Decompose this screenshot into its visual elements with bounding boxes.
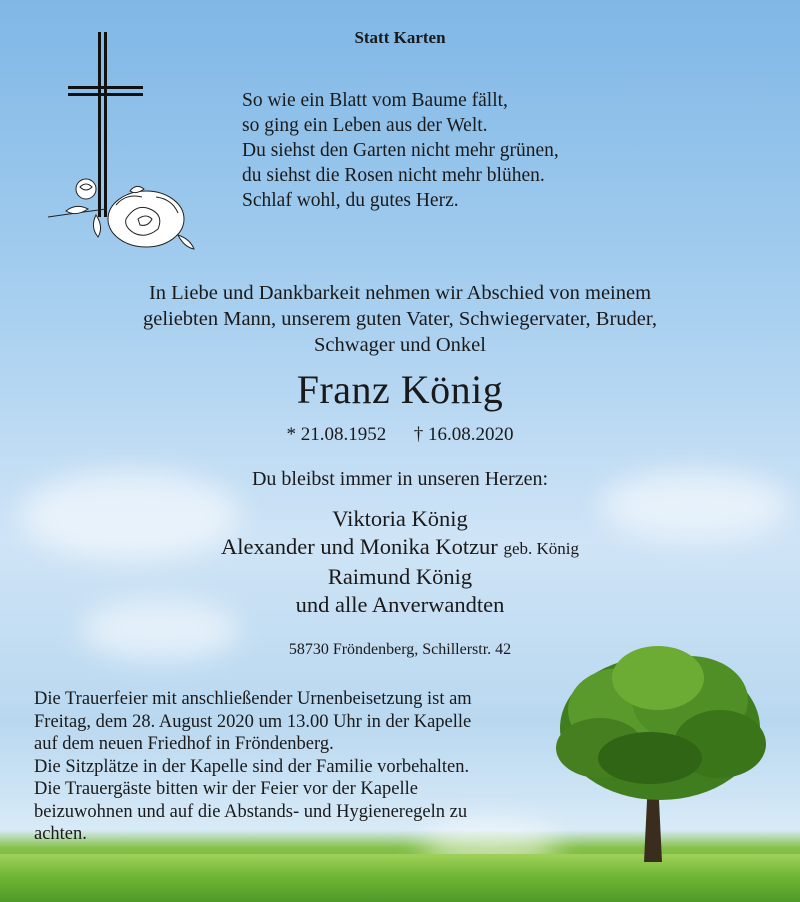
- rose-icon: [46, 175, 196, 255]
- ceremony-line: Die Sitzplätze in der Kapelle sind der Familie vorbehalten.: [34, 756, 470, 777]
- tree-image: [540, 640, 790, 865]
- deceased-name: Franz König: [296, 367, 504, 412]
- ceremony-line: auf dem neuen Friedhof in Fröndenberg.: [34, 734, 334, 754]
- ceremony-line: Die Trauergäste bitten wir der Feier vor der Kapelle: [34, 779, 418, 799]
- intro-line: In Liebe und Dankbarkeit nehmen wir Abschied von meinem: [148, 282, 652, 304]
- birth-date: * 21.08.1952: [286, 424, 387, 445]
- family-line: Raimund König: [327, 564, 473, 589]
- family-line: und alle Anverwandten: [295, 592, 505, 617]
- ceremony-info: [34, 688, 554, 846]
- intro-line: geliebten Mann, unserem guten Vater, Schwiegervater, Bruder,: [142, 308, 658, 330]
- poem-line: Du siehst den Garten nicht mehr grünen,: [242, 140, 559, 161]
- poem-line: Schlaf wohl, du gutes Herz.: [242, 190, 459, 211]
- intro-text: [0, 280, 800, 358]
- family-line: [0, 533, 800, 563]
- ceremony-line: Freitag, dem 28. August 2020 um 13.00 Uhr in der Kapelle: [34, 711, 472, 732]
- poem: [242, 88, 559, 213]
- poem-line: du siehst die Rosen nicht mehr blühen.: [242, 165, 545, 186]
- header-title: Statt Karten: [354, 28, 446, 47]
- farewell-line: Du bleibst immer in unseren Herzen:: [251, 468, 549, 490]
- poem-line: so ging ein Leben aus der Welt.: [242, 115, 488, 136]
- poem-line: So wie ein Blatt vom Baume fällt,: [242, 90, 508, 111]
- intro-line: Schwager und Onkel: [314, 334, 486, 356]
- family-line-note: geb. König: [503, 539, 579, 558]
- address: 58730 Fröndenberg, Schillerstr. 42: [288, 641, 512, 658]
- family-line-main: Alexander und Monika Kotzur: [221, 534, 498, 559]
- death-date: † 16.08.2020: [413, 424, 514, 445]
- life-dates: [0, 424, 800, 446]
- ceremony-line: beizuwohnen und auf die Abstands- und Hygieneregeln zu: [34, 801, 468, 822]
- ceremony-line: achten.: [34, 824, 87, 844]
- ceremony-line: Die Trauerfeier mit anschließender Urnenbeisetzung ist am: [34, 689, 472, 709]
- family-signatures: [0, 505, 800, 619]
- family-line: Viktoria König: [332, 506, 468, 531]
